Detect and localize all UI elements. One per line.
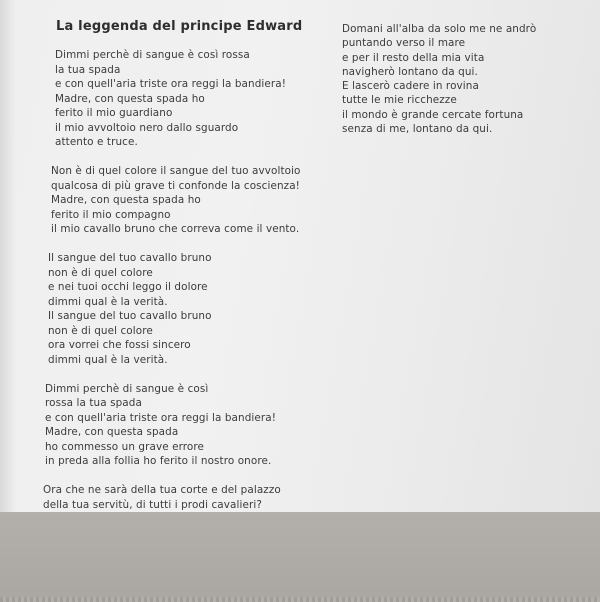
poem-line: Dimmi perchè di sangue è così rossa (55, 49, 250, 61)
poem-line: Madre, con questa spada ho (55, 92, 205, 105)
poem-line: Domani all'alba da solo me ne andrò (342, 23, 537, 35)
poem-line: qualcosa di più grave ti confonde la coscienza! (51, 179, 300, 192)
bottom-edge-texture (0, 597, 600, 602)
poem-line: Non è di quel colore il sangue del tuo avvoltoio (51, 165, 301, 177)
poem-line: tutte le mie ricchezze (342, 94, 457, 107)
poem-line: della tua servitù, di tutti i prodi cavalieri? (43, 498, 262, 511)
stanza-5 (43, 483, 320, 512)
poem-line: Il sangue del tuo cavallo bruno (48, 310, 212, 322)
stanza-4 (45, 382, 320, 469)
poem-title: La leggenda del principe Edward (56, 19, 303, 34)
poem-line: attento e truce. (55, 136, 138, 148)
poem-line: E lascerò cadere in rovina (342, 80, 479, 93)
poem-line: Dimmi perchè di sangue è così (45, 382, 209, 395)
poem-line: rossa la tua spada (45, 397, 142, 409)
poem-line: il mio cavallo bruno che correva come il vento. (51, 223, 300, 235)
poem-line: e con quell'aria triste ora reggi la bandiera! (55, 78, 286, 90)
poem-line: Madre, con questa spada ho (51, 194, 201, 206)
poem-line: Ora che ne sarà della tua corte e del palazzo (43, 484, 281, 496)
stanza-1 (50, 48, 320, 150)
poem-line: non è di quel colore (48, 266, 153, 279)
poem-line: puntando verso il mare (342, 37, 466, 50)
poem-line: in preda alla follia ho ferito il nostro onore. (45, 455, 272, 467)
poem-line: e per il resto della mia vita (342, 51, 485, 64)
poem-line: non è di quel colore (48, 324, 153, 337)
poem-line: ho commesso un grave errore (45, 440, 205, 453)
poem-line: Il sangue del tuo cavallo bruno (48, 252, 212, 264)
page-binding-shadow (0, 0, 16, 512)
stanza-3 (50, 251, 320, 367)
stanza-6 (342, 22, 592, 136)
poem-line: e con quell'aria triste ora reggi la bandiera! (45, 411, 276, 424)
poem-line: il mondo è grande cercate fortuna (342, 108, 524, 121)
right-column (342, 22, 592, 136)
left-column (43, 18, 320, 512)
poem-line: Madre, con questa spada (45, 426, 179, 438)
poem-line: il mio avvoltoio nero dallo sguardo (55, 121, 239, 134)
poem-line: senza di me, lontano da qui. (342, 123, 493, 136)
poem-line: dimmi qual è la verità. (48, 353, 168, 366)
poem-line: ferito il mio compagno (51, 208, 171, 221)
poem-line: e nei tuoi occhi leggo il dolore (48, 281, 208, 293)
poem-line: ferito il mio guardiano (55, 107, 173, 119)
stanza-2 (50, 164, 320, 237)
background-surface (0, 512, 600, 602)
poem-line: ora vorrei che fossi sincero (48, 339, 191, 351)
poem-line: la tua spada (55, 63, 121, 76)
poem-line: dimmi qual è la verità. (48, 295, 168, 308)
poem-line: navigherò lontano da qui. (342, 65, 478, 78)
